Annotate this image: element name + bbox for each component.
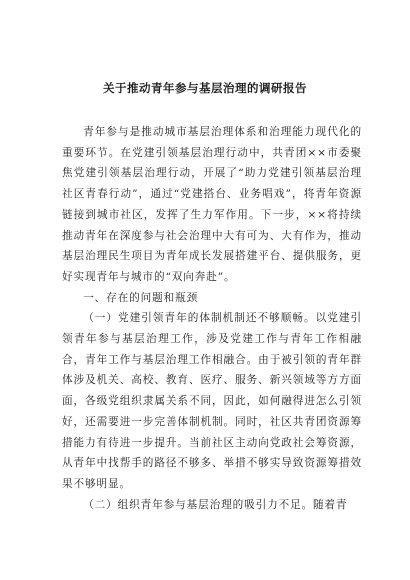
problem-paragraph-1: （一）党建引领青年的体制机制还不够顺畅。以党建引领青年参与基层治理工作，涉及党建工作与青年工作相融合，青年工作与基层治理工作相融合。由于被引领的青年群体涉及机关、高校、教育、医疗、服务、新兴领域等方方面面，各级党组织隶属关系不同，因此，如何融得进怎么引领好，还需要进一步完善体制机制。同时，社区共青团资源筹措能力有待进一步提升。当前社区主动向党政社会筹资源，从青年中找帮手的路径不够多、举措不够实导致资源筹措效果不够明显。 bbox=[62, 312, 362, 490]
document-title: 关于推动青年参与基层治理的调研报告 bbox=[103, 81, 307, 95]
problem-paragraph-2: （二）组织青年参与基层治理的吸引力不足。随着青 bbox=[83, 498, 348, 511]
intro-paragraph: 青年参与是推动城市基层治理体系和治理能力现代化的重要环节。在党建引领基层治理行动中，共青团××市委聚焦党建引领基层治理行动，开展了“助力党建引领基层治理社区青春行动”，通过“党建搭台、业务唱戏”，将青年资源链接到城市社区，发挥了生力军作用。下一步，××将持续推动青年在深度参与社会治理中大有可为、大有作为，推动基层治理民生项目为青年成长发展搭建平台、提供服务，更好实现青年与城市的“双向奔赴”。 bbox=[62, 126, 362, 283]
document-body bbox=[62, 122, 362, 515]
section-heading: 一、存在的问题和瓶颈 bbox=[83, 291, 199, 304]
